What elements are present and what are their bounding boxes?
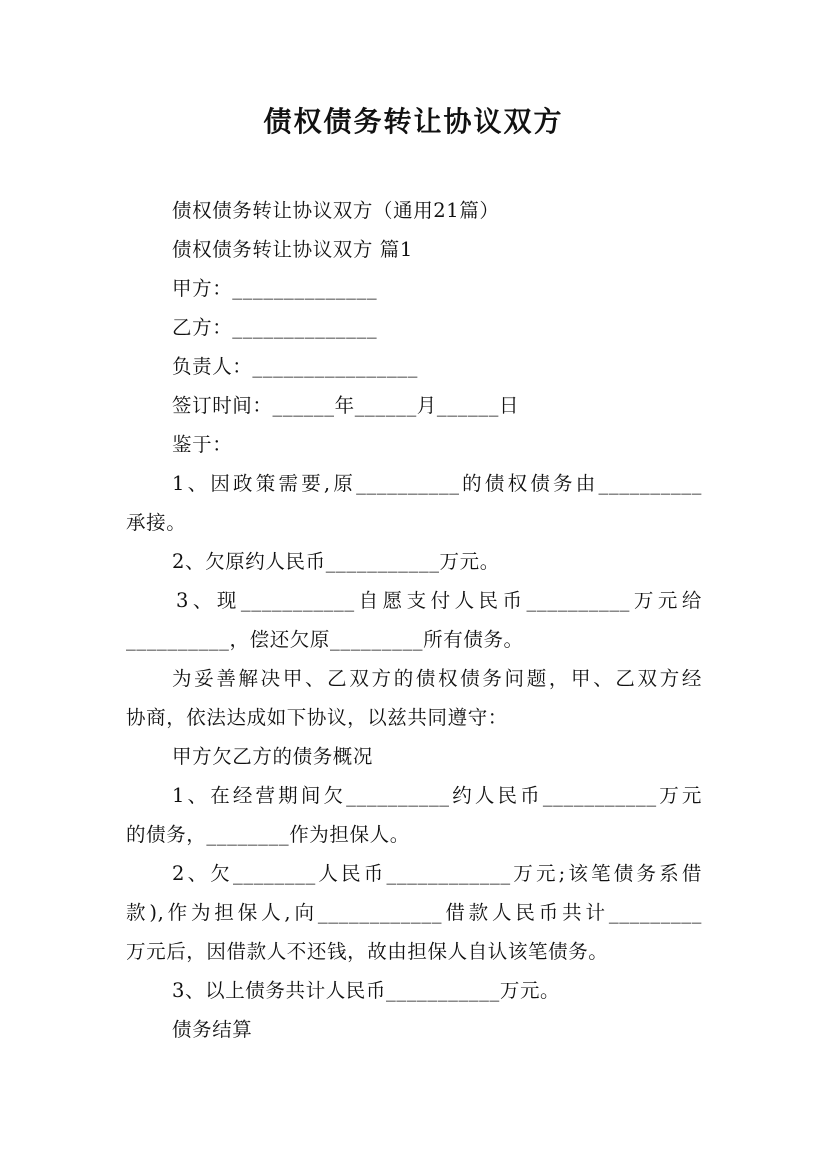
paragraph-line: 2、欠________人民币____________万元;该笔债务系借 xyxy=(172,862,702,885)
paragraph-line: 款),作为担保人,向____________借款人民币共计_________ xyxy=(126,901,702,924)
responsible-person-line: 负责人：________________ xyxy=(172,355,418,378)
party-a-line: 甲方：______________ xyxy=(172,277,378,300)
signing-date-line: 签订时间：______年______月______日 xyxy=(172,394,520,417)
section-heading: 债权债务转让协议双方 篇1 xyxy=(172,238,413,261)
paragraph-line: 3、现___________自愿支付人民币__________万元给 xyxy=(176,589,702,612)
subtitle-line: 债权债务转让协议双方（通用21篇） xyxy=(172,199,500,222)
paragraph-line: 万元后，因借款人不还钱，故由担保人自认该笔债务。 xyxy=(126,940,609,963)
section-heading: 甲方欠乙方的债务概况 xyxy=(172,745,374,768)
paragraph-line: 承接。 xyxy=(126,511,187,534)
paragraph-line: 1、在经营期间欠__________约人民币___________万元 xyxy=(172,784,702,807)
document-title: 债权债务转让协议双方 xyxy=(263,105,564,138)
paragraph-line: 1、因政策需要,原__________的债权债务由__________ xyxy=(172,472,702,495)
whereas-line: 鉴于： xyxy=(172,433,233,456)
paragraph-line: 的债务，________作为担保人。 xyxy=(126,823,410,846)
paragraph-line: 3、以上债务共计人民币___________万元。 xyxy=(172,979,561,1002)
paragraph-line: __________，偿还欠原_________所有债务。 xyxy=(126,628,524,651)
paragraph-line: 2、欠原约人民币___________万元。 xyxy=(172,550,500,573)
paragraph-line: 协商，依法达成如下协议，以兹共同遵守： xyxy=(126,706,508,729)
section-heading: 债务结算 xyxy=(172,1018,253,1041)
party-b-line: 乙方：______________ xyxy=(172,316,378,339)
paragraph-line: 为妥善解决甲、乙双方的债权债务问题，甲、乙双方经 xyxy=(172,667,702,690)
